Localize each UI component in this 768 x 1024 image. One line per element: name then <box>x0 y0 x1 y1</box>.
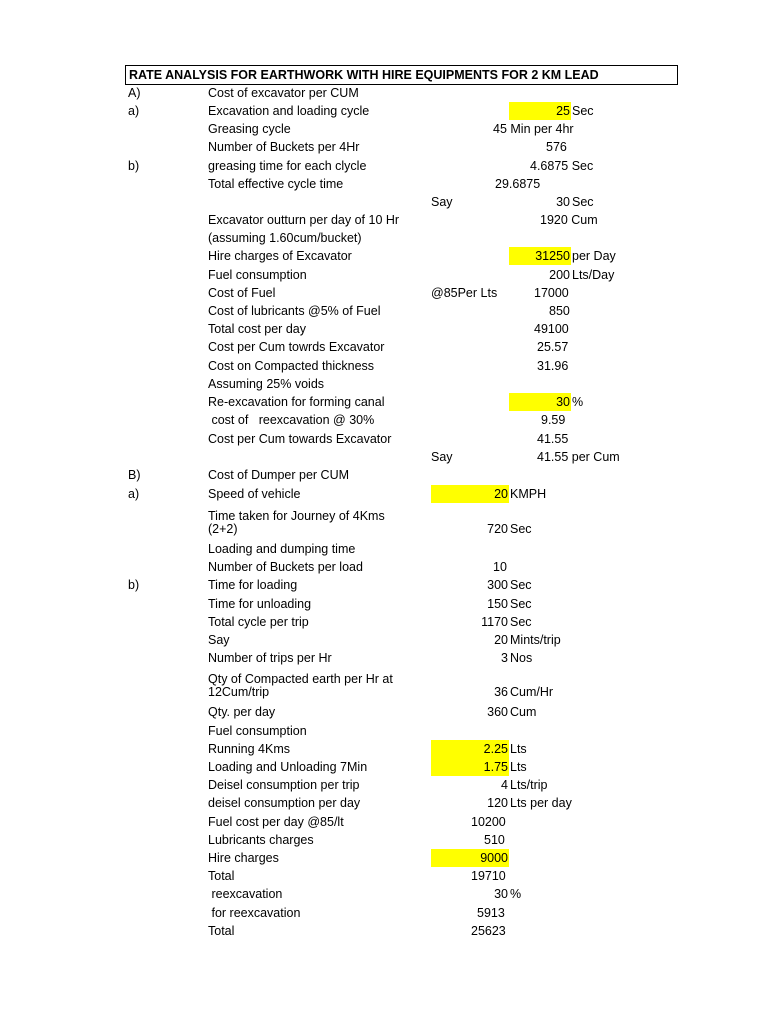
row-reexcavation-percent <box>0 885 768 903</box>
row-cost-of-fuel <box>0 284 768 302</box>
row-label-line2: 12Cum/trip <box>208 685 270 699</box>
row-value: 850 <box>549 304 570 318</box>
row-time-unloading <box>0 595 768 613</box>
row-say-per-cum <box>0 448 768 466</box>
row-value: 29.6875 <box>495 177 541 191</box>
section-label: b) <box>128 578 140 592</box>
row-label: Loading and dumping time <box>208 542 356 556</box>
row-value: 30 <box>556 395 570 409</box>
row-label: Cost per Cum towards Excavator <box>208 432 392 446</box>
row-unit: Lts/Day <box>572 268 615 282</box>
row-loading-dumping <box>0 540 768 558</box>
row-label-line2: (2+2) <box>208 522 238 536</box>
row-label: Lubricants charges <box>208 833 314 847</box>
row-unit: Sec <box>510 597 532 611</box>
row-value: 30 <box>556 195 570 209</box>
row-value: 150 <box>487 597 508 611</box>
row-label: (assuming 1.60cum/bucket) <box>208 231 362 245</box>
row-label: Total <box>208 924 235 938</box>
row-value: 300 <box>487 578 508 592</box>
row-greasing-time <box>0 157 768 175</box>
row-label: Fuel consumption <box>208 724 307 738</box>
row-label: cost of reexcavation @ 30% <box>208 413 375 427</box>
row-label: Cost of excavator per CUM <box>208 86 359 100</box>
row-unit: Sec <box>510 578 532 592</box>
row-hire-charges <box>0 849 768 867</box>
row-label: Total cycle per trip <box>208 615 309 629</box>
row-unit: Lts/trip <box>510 778 548 792</box>
row-value: 2.25 <box>483 742 508 756</box>
row-cost-per-cum <box>0 338 768 356</box>
row-value: 36 <box>494 685 508 699</box>
row-effective-cycle <box>0 175 768 193</box>
section-label: a) <box>128 487 140 501</box>
row-label: Speed of vehicle <box>208 487 301 501</box>
row-label: Deisel consumption per trip <box>208 778 360 792</box>
row-label: Cost of Fuel <box>208 286 276 300</box>
row-value: 31250 <box>535 249 570 263</box>
row-label: greasing time for each clycle <box>208 159 367 173</box>
row-value: 720 <box>487 522 508 536</box>
row-label: Excavator outturn per day of 10 Hr <box>208 213 400 227</box>
row-qty-per-day <box>0 703 768 721</box>
section-label: a) <box>128 104 140 118</box>
row-time-loading <box>0 576 768 594</box>
row-value: 17000 <box>534 286 569 300</box>
row-label: Fuel consumption <box>208 268 307 282</box>
row-value: 360 <box>487 705 508 719</box>
row-say-mints <box>0 631 768 649</box>
row-running-4kms <box>0 740 768 758</box>
row-value: 19710 <box>471 869 506 883</box>
row-cost-towards-excavator <box>0 430 768 448</box>
row-label: Number of trips per Hr <box>208 651 332 665</box>
row-label: reexcavation <box>208 887 283 901</box>
row-speed-of-vehicle <box>0 485 768 503</box>
row-label: Greasing cycle <box>208 122 291 136</box>
row-unit: Sec <box>572 104 594 118</box>
row-total-cost-per-day <box>0 320 768 338</box>
row-value: 30 <box>494 887 508 901</box>
row-value: 10200 <box>471 815 506 829</box>
row-label: Total <box>208 869 235 883</box>
row-value: 31.96 <box>537 359 569 373</box>
row-fuel-consumption-b <box>0 722 768 740</box>
row-label: Re-excavation for forming canal <box>208 395 385 409</box>
row-label: Fuel cost per day @85/lt <box>208 815 344 829</box>
row-fuel-consumption <box>0 266 768 284</box>
row-value: 1.75 <box>483 760 508 774</box>
row-excavation-cycle <box>0 102 768 120</box>
row-loading-unloading-7min <box>0 758 768 776</box>
row-label: Hire charges <box>208 851 279 865</box>
row-label: Number of Buckets per load <box>208 560 363 574</box>
row-value: 45 Min per 4hr <box>493 122 574 136</box>
row-unit: Cum <box>510 705 537 719</box>
row-for-reexcavation <box>0 904 768 922</box>
row-label: Excavation and loading cycle <box>208 104 370 118</box>
row-value: 20 <box>494 633 508 647</box>
row-journey-time <box>0 510 768 540</box>
row-value: 25623 <box>471 924 506 938</box>
row-label: Total effective cycle time <box>208 177 344 191</box>
row-label-line1: Time taken for Journey of 4Kms <box>208 509 385 523</box>
row-label: deisel consumption per day <box>208 796 361 810</box>
row-value: 576 <box>546 140 567 154</box>
row-label: Cost of lubricants @5% of Fuel <box>208 304 381 318</box>
row-trips-per-hr <box>0 649 768 667</box>
row-label: Total cost per day <box>208 322 306 336</box>
row-reexcavation-canal <box>0 393 768 411</box>
row-label: for reexcavation <box>208 906 301 920</box>
fuel-rate: @85Per Lts <box>431 286 498 300</box>
row-unit: Nos <box>510 651 533 665</box>
section-label: B) <box>128 468 141 482</box>
row-label: Assuming 25% voids <box>208 377 325 391</box>
row-fuel-cost-per-day <box>0 813 768 831</box>
sheet-title: RATE ANALYSIS FOR EARTHWORK WITH HIRE EQUIPMENTS FOR 2 KM LEAD <box>125 65 678 85</box>
row-compacted-thickness <box>0 357 768 375</box>
row-label: Time for unloading <box>208 597 312 611</box>
row-label: Qty. per day <box>208 705 276 719</box>
section-label: A) <box>128 86 141 100</box>
row-lubricants-charges <box>0 831 768 849</box>
row-unit: Lts per day <box>510 796 572 810</box>
row-label: Cost of Dumper per CUM <box>208 468 350 482</box>
row-assuming-bucket <box>0 229 768 247</box>
row-deisel-per-day <box>0 794 768 812</box>
row-label: Number of Buckets per 4Hr <box>208 140 360 154</box>
row-label: Loading and Unloading 7Min <box>208 760 368 774</box>
row-label-line1: Qty of Compacted earth per Hr at <box>208 672 393 686</box>
row-buckets-per-load <box>0 558 768 576</box>
row-unit: % <box>572 395 584 409</box>
row-label: Hire charges of Excavator <box>208 249 352 263</box>
row-value: 25 <box>556 104 570 118</box>
row-total-b <box>0 867 768 885</box>
row-unit: Sec <box>510 615 532 629</box>
row-unit: KMPH <box>510 487 547 501</box>
row-unit: Mints/trip <box>510 633 561 647</box>
row-label: Say <box>208 633 230 647</box>
row-qty-compacted-earth <box>0 673 768 703</box>
row-say-cycle <box>0 193 768 211</box>
row-value: 20 <box>494 487 508 501</box>
row-value: 41.55 <box>537 432 569 446</box>
row-unit: Sec <box>510 522 532 536</box>
row-deisel-per-trip <box>0 776 768 794</box>
row-buckets-per-4hr <box>0 138 768 156</box>
row-value: 1920 Cum <box>540 213 598 227</box>
row-label: Running 4Kms <box>208 742 290 756</box>
row-value: 25.57 <box>537 340 569 354</box>
row-value: 9000 <box>480 851 508 865</box>
row-hire-excavator <box>0 247 768 265</box>
row-value: 41.55 per Cum <box>537 450 620 464</box>
row-label: Cost on Compacted thickness <box>208 359 375 373</box>
row-excavator-outturn <box>0 211 768 229</box>
row-dumper-heading <box>0 466 768 484</box>
row-unit: Lts <box>510 760 527 774</box>
row-unit: Sec <box>572 195 594 209</box>
row-unit: Cum/Hr <box>510 685 554 699</box>
row-value: 49100 <box>534 322 569 336</box>
row-label: Cost per Cum towrds Excavator <box>208 340 385 354</box>
row-label: Time for loading <box>208 578 298 592</box>
section-label: b) <box>128 159 140 173</box>
row-value: 510 <box>484 833 505 847</box>
say-label: Say <box>431 195 453 209</box>
row-value: 3 <box>501 651 508 665</box>
row-value: 5913 <box>477 906 505 920</box>
row-assuming-voids <box>0 375 768 393</box>
row-greasing-cycle <box>0 120 768 138</box>
row-value: 120 <box>487 796 508 810</box>
row-value: 4.6875 Sec <box>530 159 594 173</box>
row-unit: Lts <box>510 742 527 756</box>
row-value: 10 <box>493 560 507 574</box>
row-excavator-heading <box>0 84 768 102</box>
row-value: 4 <box>501 778 508 792</box>
row-lubricants <box>0 302 768 320</box>
row-value: 1170 <box>481 615 508 629</box>
row-grand-total <box>0 922 768 940</box>
row-total-cycle-trip <box>0 613 768 631</box>
row-unit: per Day <box>572 249 616 263</box>
row-cost-reexcavation <box>0 411 768 429</box>
row-value: 200 <box>549 268 570 282</box>
row-unit: % <box>510 887 522 901</box>
row-value: 9.59 <box>541 413 566 427</box>
say-label: Say <box>431 450 453 464</box>
